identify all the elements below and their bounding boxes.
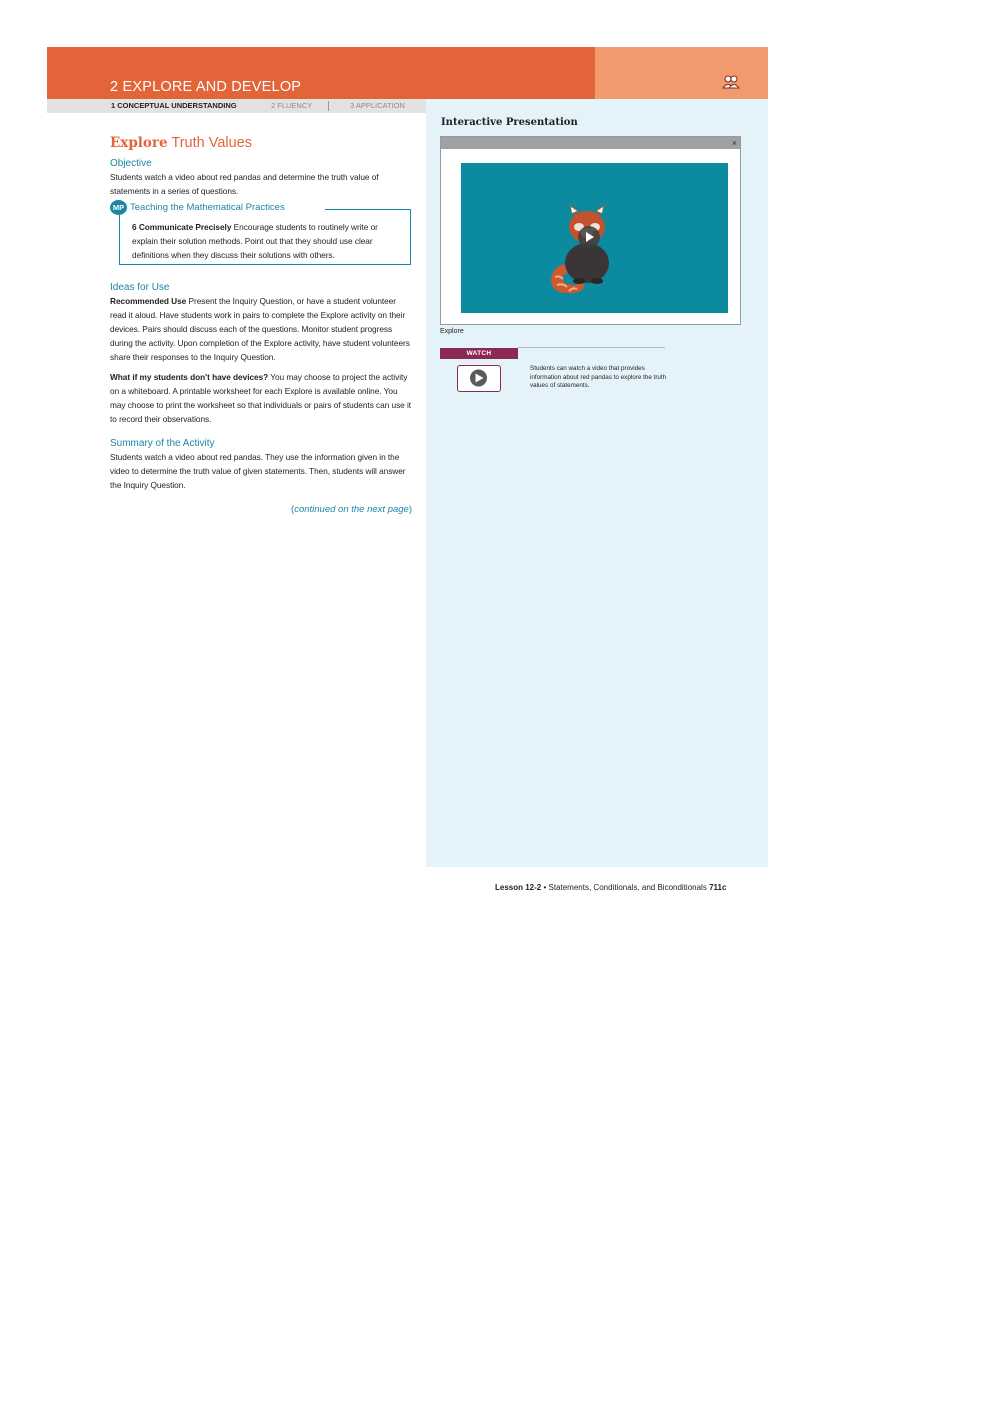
footer-page-number: 711c	[709, 883, 727, 892]
objective-text: Students watch a video about red pandas and determine the truth value of statements in a series of questions.	[110, 172, 379, 196]
page-title-rest: Truth Values	[167, 135, 252, 151]
objective-heading: Objective	[110, 158, 152, 169]
mathematical-practices-box	[112, 202, 411, 265]
close-icon[interactable]: ×	[731, 138, 737, 148]
section-title: 2 EXPLORE AND DEVELOP	[110, 79, 302, 95]
mp-heading	[110, 200, 291, 215]
group-icon	[722, 74, 740, 90]
ideas-p1-lead: Recommended Use	[110, 296, 187, 306]
continued-close: )	[408, 504, 412, 515]
footer-title: Statements, Conditionals, and Biconditionals	[548, 883, 707, 892]
ideas-paragraph-1	[110, 294, 412, 364]
main-column	[110, 133, 412, 515]
video-player[interactable]	[461, 163, 728, 313]
progression-tabs	[47, 99, 426, 113]
tab-fluency: 2 FLUENCY	[271, 101, 313, 110]
watch-divider	[518, 347, 665, 348]
ideas-p2-lead: What if my students don't have devices?	[110, 372, 269, 382]
summary-heading: Summary of the Activity	[110, 438, 215, 449]
watch-description: Students can watch a video that provides information about red pandas to explore the truth values of statements.	[530, 365, 667, 389]
mp-badge-icon: MP	[110, 200, 127, 215]
section-header	[47, 47, 595, 99]
continued-text: continued on the next page	[294, 504, 409, 515]
watch-label: WATCH	[440, 348, 518, 359]
tab-divider	[328, 101, 329, 111]
summary-text: Students watch a video about red pandas. They use the information given in the video to determine the truth value of given statements. Then, students will answer the Inquiry Question.	[110, 452, 406, 490]
presentation-caption: Explore	[440, 328, 464, 335]
tab-application: 3 APPLICATION	[350, 101, 405, 110]
play-circle-icon	[458, 366, 499, 390]
ideas-heading: Ideas for Use	[110, 282, 170, 293]
mp-lead: 6 Communicate Precisely	[132, 222, 232, 232]
continued-open: (	[291, 504, 295, 515]
ideas-paragraph-2	[110, 370, 412, 426]
mp-body: Encourage students to routinely write or explain their solution methods. Point out that they should use clear definitions when they discuss their solutions with others.	[132, 222, 378, 260]
page-title	[110, 133, 412, 153]
ideas-p1-text: Present the Inquiry Question, or have a student volunteer read it aloud. Have students work in pairs to complete the Explore activity on their devices. Pairs should discuss each of the questions. Monitor student progress during the activity. Upon completion of the Explore activity, have student volunteers share their responses to the Inquiry Question.	[110, 296, 410, 362]
page-title-bold: Explore	[110, 135, 168, 151]
tab-conceptual-understanding: 1 CONCEPTUAL UNDERSTANDING	[111, 101, 237, 110]
presentation-window	[440, 136, 741, 325]
mp-box-rule	[325, 209, 411, 210]
ideas-p2-text: You may choose to project the activity on a whiteboard. A printable worksheet for each Explore is available online. You may choose to print the worksheet so that individuals or pairs of students can use it to record their observations.	[110, 372, 412, 424]
header-accent	[595, 47, 768, 99]
presentation-titlebar	[441, 137, 740, 149]
mp-text	[132, 220, 402, 262]
page-footer	[495, 883, 726, 892]
red-panda-illustration	[543, 193, 623, 299]
interactive-presentation-title: Interactive Presentation	[441, 117, 578, 128]
continued-note	[110, 504, 412, 515]
footer-bullet: •	[541, 883, 549, 892]
watch-video-button[interactable]	[457, 365, 501, 392]
mp-title: Teaching the Mathematical Practices	[130, 202, 285, 213]
footer-lesson: Lesson 12-2	[495, 883, 542, 892]
